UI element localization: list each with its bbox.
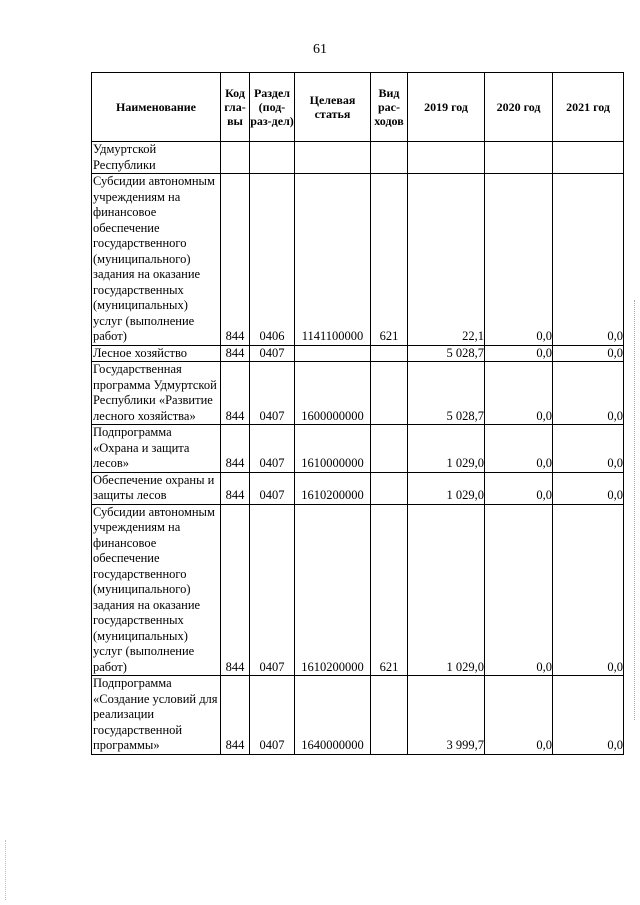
- scan-edge-mark: [634, 300, 636, 720]
- header-target: Целевая статья: [295, 73, 371, 142]
- table-row: [92, 362, 624, 425]
- cell-code: 844: [221, 676, 250, 755]
- cell-target: 1610000000: [295, 425, 371, 473]
- budget-table: [91, 72, 624, 755]
- header-row: [92, 73, 624, 142]
- cell-2019: 5 028,7: [408, 345, 485, 362]
- cell-expense: [371, 142, 408, 174]
- cell-section: [250, 142, 295, 174]
- cell-section: 0407: [250, 504, 295, 676]
- table-row: [92, 142, 624, 174]
- cell-2020: 0,0: [485, 472, 553, 504]
- table-row: [92, 425, 624, 473]
- cell-expense: [371, 472, 408, 504]
- cell-section: 0407: [250, 425, 295, 473]
- cell-code: 844: [221, 504, 250, 676]
- cell-expense: 621: [371, 504, 408, 676]
- table-row: [92, 676, 624, 755]
- table-row: [92, 174, 624, 346]
- cell-2020: 0,0: [485, 425, 553, 473]
- cell-target: 1640000000: [295, 676, 371, 755]
- page-number: 61: [313, 42, 327, 57]
- cell-name: Лесное хозяйство: [92, 345, 221, 362]
- cell-section: 0407: [250, 472, 295, 504]
- cell-2020: [485, 142, 553, 174]
- cell-code: 844: [221, 472, 250, 504]
- cell-section: 0407: [250, 362, 295, 425]
- cell-name: Подпрограмма «Охрана и защита лесов»: [92, 425, 221, 473]
- cell-target: [295, 345, 371, 362]
- header-code: Код гла-вы: [221, 73, 250, 142]
- cell-2021: 0,0: [553, 345, 624, 362]
- cell-section: 0406: [250, 174, 295, 346]
- cell-expense: [371, 345, 408, 362]
- cell-2020: 0,0: [485, 362, 553, 425]
- table-row: [92, 504, 624, 676]
- cell-2021: [553, 142, 624, 174]
- table-row: [92, 345, 624, 362]
- cell-2020: 0,0: [485, 676, 553, 755]
- cell-name: Субсидии автономным учреждениям на финансовое обеспечение государственного (муниципального) задания на оказание государственных (муниципальных) услуг (выполнение работ): [92, 504, 221, 676]
- cell-code: 844: [221, 345, 250, 362]
- cell-name: Обеспечение охраны и защиты лесов: [92, 472, 221, 504]
- header-2021: 2021 год: [553, 73, 624, 142]
- header-2020: 2020 год: [485, 73, 553, 142]
- cell-2019: 1 029,0: [408, 504, 485, 676]
- scan-edge-mark-left: [5, 840, 7, 900]
- cell-2019: 22,1: [408, 174, 485, 346]
- cell-2020: 0,0: [485, 345, 553, 362]
- cell-code: [221, 142, 250, 174]
- cell-name: Удмуртской Республики: [92, 142, 221, 174]
- cell-2019: [408, 142, 485, 174]
- cell-2019: 1 029,0: [408, 472, 485, 504]
- cell-expense: 621: [371, 174, 408, 346]
- cell-name: Субсидии автономным учреждениям на финансовое обеспечение государственного (муниципального) задания на оказание государственных (муниципальных) услуг (выполнение работ): [92, 174, 221, 346]
- cell-2020: 0,0: [485, 504, 553, 676]
- cell-2019: 5 028,7: [408, 362, 485, 425]
- cell-2021: 0,0: [553, 504, 624, 676]
- header-section: Раздел (под-раз-дел): [250, 73, 295, 142]
- cell-section: 0407: [250, 676, 295, 755]
- cell-target: [295, 142, 371, 174]
- cell-2021: 0,0: [553, 676, 624, 755]
- cell-expense: [371, 425, 408, 473]
- cell-code: 844: [221, 425, 250, 473]
- header-expense: Вид рас-ходов: [371, 73, 408, 142]
- cell-target: 1610200000: [295, 472, 371, 504]
- cell-target: 1141100000: [295, 174, 371, 346]
- table-row: [92, 472, 624, 504]
- cell-2021: 0,0: [553, 425, 624, 473]
- cell-2019: 3 999,7: [408, 676, 485, 755]
- cell-name: Государственная программа Удмуртской Республики «Развитие лесного хозяйства»: [92, 362, 221, 425]
- cell-section: 0407: [250, 345, 295, 362]
- cell-expense: [371, 362, 408, 425]
- cell-2021: 0,0: [553, 362, 624, 425]
- cell-code: 844: [221, 362, 250, 425]
- cell-code: 844: [221, 174, 250, 346]
- cell-2021: 0,0: [553, 174, 624, 346]
- cell-expense: [371, 676, 408, 755]
- cell-target: 1610200000: [295, 504, 371, 676]
- cell-2020: 0,0: [485, 174, 553, 346]
- cell-target: 1600000000: [295, 362, 371, 425]
- header-name: Наименование: [92, 73, 221, 142]
- header-2019: 2019 год: [408, 73, 485, 142]
- cell-name: Подпрограмма «Создание условий для реализации государственной программы»: [92, 676, 221, 755]
- cell-2021: 0,0: [553, 472, 624, 504]
- cell-2019: 1 029,0: [408, 425, 485, 473]
